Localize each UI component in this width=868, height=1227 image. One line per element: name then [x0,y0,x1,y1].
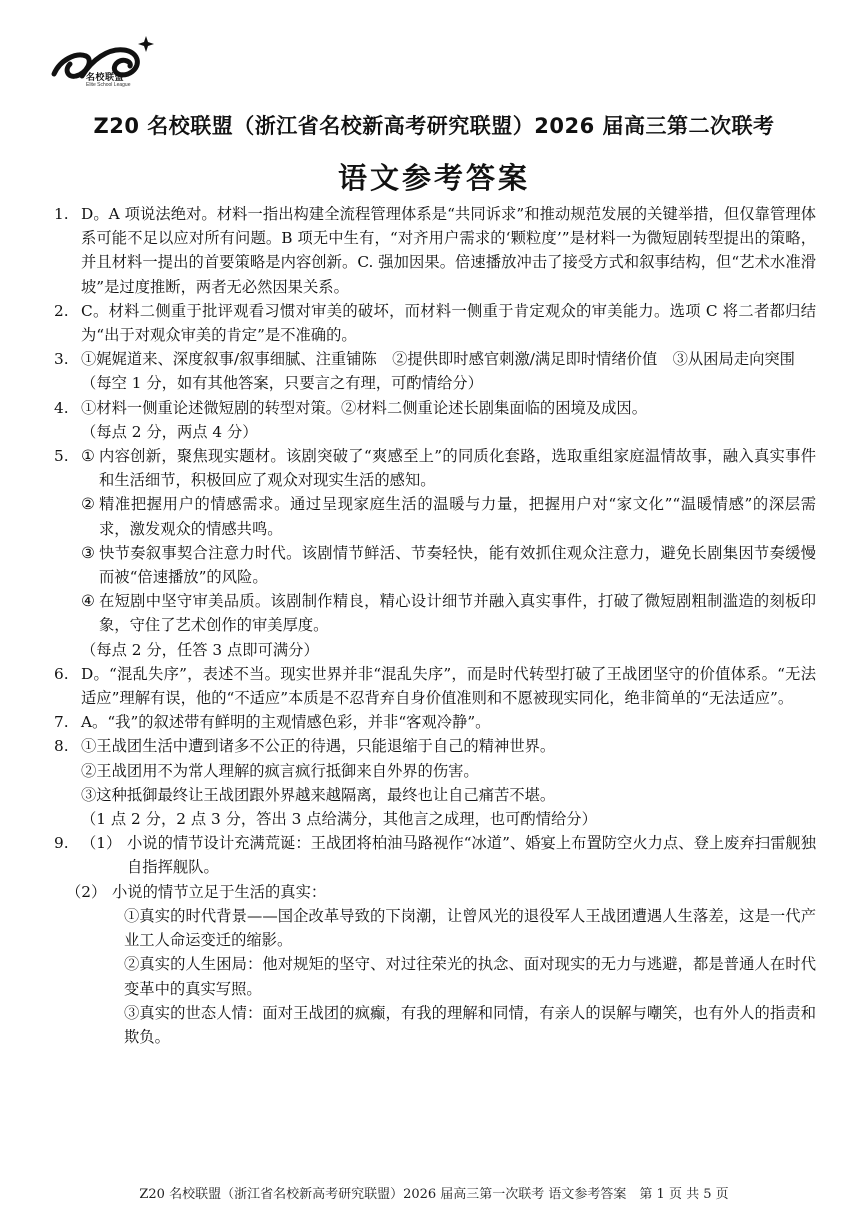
answer-text: ①娓娓道来、深度叙事/叙事细腻、注重铺陈 ②提供即时感官刺激/满足即时情绪价值 ③从困局走向突围 [81,350,795,369]
answer-point: ③这种抵御最终让王战团跟外界越来越隔离，最终也让自己痛苦不堪。 [81,785,556,804]
point-mark: ③ [81,543,95,562]
item-number: 7. [54,713,69,732]
answer-item-1 [54,202,816,299]
answer-item-8 [54,734,816,807]
answer-item-6 [54,662,816,710]
answer-text: D。A 项说法绝对。材料一指出构建全流程管理体系是“共同诉求”和推动规范发展的关键举措，但仅靠管理体系可能不足以应对所有问题。B 项无中生有，“对齐用户需求的‘颗粒度’”是材料一为微短剧转型提出的策略，并且材料一提出的首要策略是内容创新。C. 强加因果。倍速播放冲击了接受方式和叙事结构，但“艺术水准滑坡”是过度推断，两者无必然因果关系。 [81,205,816,296]
answer-point: ①真实的时代背景——国企改革导致的下岗潮，让曾风光的退役军人王战团遭遇人生落差，这是一代产业工人命运变迁的缩影。 [124,906,816,950]
part-text: 小说的情节设计充满荒诞：王战团将柏油马路视作“冰道”、婚宴上布置防空火力点、登上废弃扫雷舰独自指挥舰队。 [127,834,816,877]
item-number: 6. [54,664,69,683]
item-number: 8. [54,737,69,756]
page-footer: Z20 名校联盟（浙江省名校新高考研究联盟）2026 届高三第一次联考 语文参考答案 第 1 页 共 5 页 [139,1187,729,1202]
answer-body [81,831,816,879]
item-number: 5. [54,447,69,466]
point-text: 快节奏叙事契合注意力时代。该剧情节鲜活、节奏轻快，能有效抓住观众注意力，避免长剧集因节奏缓慢而被“倍速播放”的风险。 [99,543,816,587]
answer-item-7 [54,710,816,734]
answer-point: ③真实的世态人情：面对王战团的疯癫，有我的理解和同情，有亲人的误解与嘲笑，也有外人的指责和欺负。 [124,1003,816,1046]
scoring-note: （每点 2 分，任答 3 点即可满分） [81,640,319,659]
answer-item-4 [54,396,816,420]
point-text: 内容创新，聚焦现实题材。该剧突破了“爽感至上”的同质化套路，选取重组家庭温情故事，融入真实事件和生活细节，积极回应了观众对现实生活的感知。 [99,447,816,490]
answer-point [81,589,816,637]
item-number: 1. [54,205,69,223]
point-mark: ① [81,447,95,466]
point-text: 精准把握用户的情感需求。通过呈现家庭生活的温暖与力量，把握用户对“家文化”“温暖情感”的深层需求，激发观众的情感共鸣。 [99,495,816,538]
answer-item-2 [54,299,816,347]
logo-text: 名校联盟 [86,73,125,83]
part-label: （1） [81,834,122,853]
answer-text: C。材料二侧重于批评观看习惯对审美的破坏，而材料一侧重于肯定观众的审美能力。选项 C 将二者都归结为“出于对观众审美的肯定”是不准确的。 [81,301,816,345]
item-number: 2. [54,301,69,320]
answer-points [81,734,816,807]
answer-list [54,202,816,1049]
answer-item-9 [54,831,816,879]
answer-point: ②王战团用不为常人理解的疯言疯行抵御来自外界的伤害。 [81,761,479,780]
item-number: 9. [54,834,69,853]
scoring-note: （1 点 2 分，2 点 3 分，答出 3 点给满分，其他言之成理，也可酌情给分） [81,810,597,829]
document-title: 语文参考答案 [337,161,530,195]
answer-item-3 [54,347,816,371]
scoring-note: （每空 1 分，如有其他答案，只要言之有理，可酌情给分） [81,374,483,393]
exam-title: Z20 名校联盟（浙江省名校新高考研究联盟）2026 届高三第二次联考 [93,114,775,138]
answer-point [81,492,816,540]
answer-text: ①材料一侧重论述微短剧的转型对策。②材料二侧重论述长剧集面临的困境及成因。 [81,398,647,417]
logo-subtext: Elite School League [86,82,131,88]
part-text: 小说的情节立足于生活的真实： [112,882,327,901]
answer-text: A。“我”的叙述带有鲜明的主观情感色彩，并非“客观冷静”。 [81,713,491,732]
answer-point: ②真实的人生困局：他对规矩的坚守、对过往荣光的执念、面对现实的无力与逃避，都是普通人在时代变革中的真实写照。 [124,955,816,998]
answer-points [81,444,816,638]
point-mark: ② [81,495,95,514]
answer-text: D。“混乱失序”，表述不当。现实世界并非“混乱失序”，而是时代转型打破了王战团坚守的价值体系。“无法适应”理解有误，他的“不适应”本质是不忍背弃自身价值准则和不愿被现实同化，绝非简单的“无法适应”。 [81,664,816,708]
part-label: （2） [66,882,107,901]
answer-item-5 [54,444,816,638]
point-mark: ④ [81,592,95,611]
answer-part-1 [81,831,816,879]
answer-point [81,541,816,589]
item-number: 3. [54,350,69,369]
item-number: 4. [54,398,69,417]
scoring-note: （每点 2 分，两点 4 分） [81,422,258,441]
answer-point: ①王战团生活中遭到诸多不公正的待遇，只能退缩于自己的精神世界。 [81,737,556,756]
answer-part-2 [54,880,816,904]
point-text: 在短剧中坚守审美品质。该剧制作精良，精心设计细节并融入真实事件，打破了微短剧粗制滥造的刻板印象，守住了艺术创作的审美厚度。 [99,592,816,635]
answer-point [81,444,816,492]
